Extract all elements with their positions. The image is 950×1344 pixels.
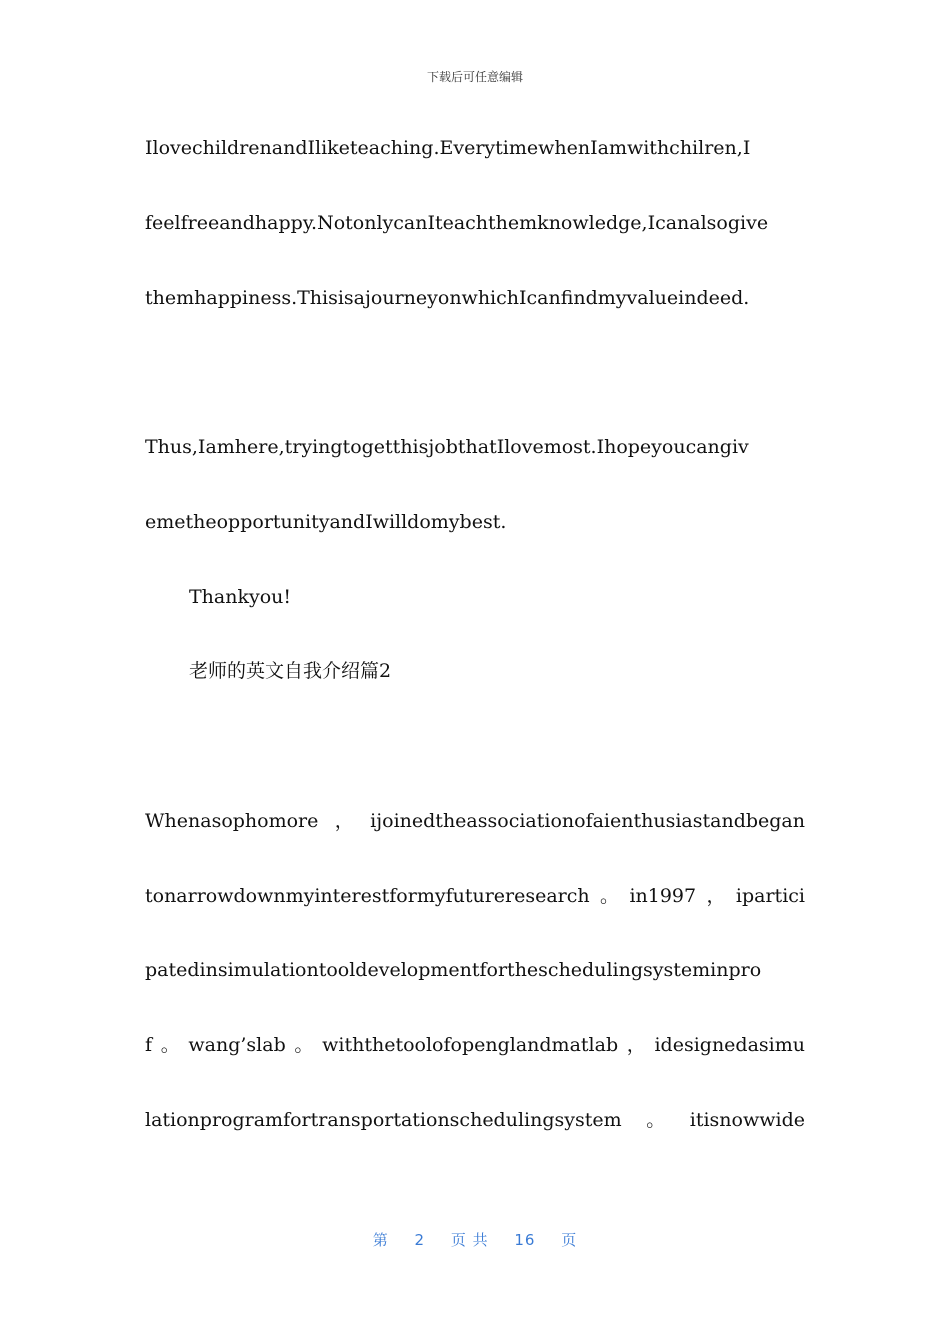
footer-total-pages: 16 [514, 1231, 536, 1249]
page-footer [0, 1229, 950, 1250]
section-heading: 老师的英文自我介绍篇2 [189, 660, 392, 682]
body-line-1: IlovechildrenandIliketeaching.EverytimewhenIamwithchilren,I [145, 137, 751, 159]
footer-page-number: 2 [414, 1231, 426, 1249]
body-line-7: tonarrowdownmyinterestformyfutureresearch。in1997，ipartici [145, 885, 805, 907]
body-line-thankyou: Thankyou! [189, 586, 292, 608]
body-line-4: Thus,Iamhere,tryingtogetthisjobthatIlovemost.Ihopeyoucangiv [145, 436, 749, 458]
footer-suffix: 页 [561, 1231, 578, 1249]
body-line-2: feelfreeandhappy.NotonlycanIteachthemknowledge,Icanalsogive [145, 212, 769, 234]
body-line-8: patedinsimulationtooldevelopmentfortheschedulingsysteminpro [145, 959, 762, 981]
footer-middle: 页 共 [450, 1231, 489, 1249]
body-line-10: lationprogramfortransportationschedulingsystem。itisnowwide [145, 1109, 805, 1131]
body-line-3: themhappiness.ThisisajourneyonwhichIcanfindmyvalueindeed. [145, 287, 750, 309]
body-line-6: Whenasophomore，ijoinedtheassociationofaienthusiastandbegan [145, 810, 805, 832]
page-header: 下载后可任意编辑 [426, 70, 523, 84]
body-line-5: emetheopportunityandIwilldomybest. [145, 511, 507, 533]
body-line-9: f。wang’slab。withthetoolofopenglandmatlab，idesignedasimu [145, 1034, 805, 1056]
footer-prefix: 第 [372, 1231, 389, 1249]
